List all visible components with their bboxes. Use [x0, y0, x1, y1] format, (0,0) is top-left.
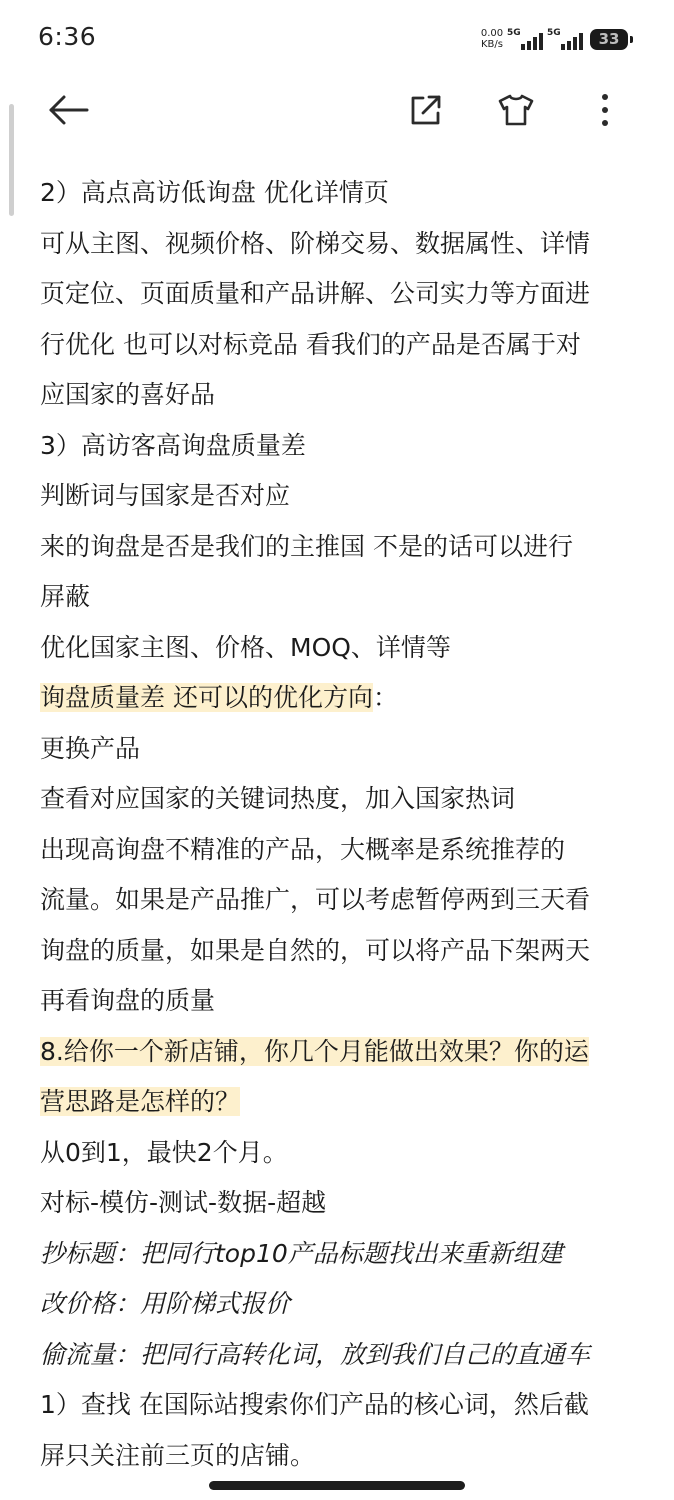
- network-speed-value: 0.00: [480, 28, 504, 39]
- text-line: 查看对应国家的关键词热度，加入国家热词: [40, 784, 516, 813]
- status-time: 6:36: [38, 22, 97, 51]
- share-button[interactable]: [402, 88, 450, 136]
- highlighted-text: 询盘质量差 还可以的优化方向: [40, 683, 373, 712]
- scroll-indicator[interactable]: [9, 104, 14, 216]
- highlighted-text: 8.给你一个新店铺，你几个月能做出效果？你的运: [40, 1036, 589, 1066]
- text-line: 对标-模仿-测试-数据-超越: [40, 1188, 327, 1217]
- text-line: 优化国家主图、价格、MOQ、详情等: [40, 632, 451, 662]
- theme-button[interactable]: [492, 88, 540, 136]
- highlighted-line: [40, 1077, 640, 1128]
- highlighted-line: [40, 1027, 640, 1078]
- battery-icon: [590, 29, 628, 50]
- more-button[interactable]: [581, 88, 629, 136]
- italic-line: 改价格：用阶梯式报价: [40, 1289, 291, 1318]
- text-line: 再看询盘的质量: [40, 986, 216, 1015]
- highlighted-line: [40, 673, 640, 724]
- text-line: 出现高询盘不精准的产品，大概率是系统推荐的: [40, 834, 566, 864]
- home-indicator[interactable]: [209, 1481, 465, 1490]
- signal-icon: 5G: [547, 28, 585, 50]
- network-speed: [476, 28, 508, 50]
- text-line: 屏只关注前三页的店铺。: [40, 1440, 316, 1470]
- more-vertical-icon: [601, 93, 609, 131]
- text-line: 从0到1，最快2个月。: [40, 1137, 288, 1167]
- text-line: 判断词与国家是否对应: [40, 481, 291, 510]
- arrow-left-icon: [47, 94, 89, 130]
- text-line: 流量。如果是产品推广，可以考虑暂停两到三天看: [40, 885, 591, 914]
- share-external-icon: [408, 92, 444, 132]
- network-speed-unit: KB/s: [481, 39, 503, 50]
- note-content[interactable]: [40, 168, 640, 1481]
- battery-level: 33: [598, 30, 620, 48]
- italic-line: 偷流量：把同行高转化词，放到我们自己的直通车: [40, 1339, 591, 1369]
- colon-text: ：: [372, 683, 398, 712]
- back-button[interactable]: [44, 88, 92, 136]
- text-line: 可从主图、视频价格、阶梯交易、数据属性、详情: [40, 228, 591, 258]
- text-line: 3）高访客高询盘质量差: [40, 430, 306, 460]
- text-line: 屏蔽: [40, 582, 91, 611]
- text-line: 询盘的质量，如果是自然的，可以将产品下架两天: [40, 935, 591, 965]
- text-line: 行优化 也可以对标竞品 看我们的产品是否属于对: [40, 329, 581, 359]
- text-line: 1）查找 在国际站搜索你们产品的核心词，然后截: [40, 1390, 589, 1419]
- italic-line: 抄标题：把同行top10产品标题找出来重新组建: [40, 1238, 563, 1268]
- battery-tip: [630, 36, 633, 43]
- tshirt-icon: [497, 93, 535, 131]
- text-line: 来的询盘是否是我们的主推国 不是的话可以进行: [40, 531, 573, 561]
- text-line: 更换产品: [40, 733, 141, 763]
- text-line: 页定位、页面质量和产品讲解、公司实力等方面进: [40, 279, 591, 308]
- text-line: 2）高点高访低询盘 优化详情页: [40, 178, 389, 207]
- signal-icon: 5G: [507, 28, 545, 50]
- highlighted-text: 营思路是怎样的？: [40, 1087, 241, 1116]
- status-bar: [0, 0, 674, 80]
- text-line: 应国家的喜好品: [40, 380, 216, 409]
